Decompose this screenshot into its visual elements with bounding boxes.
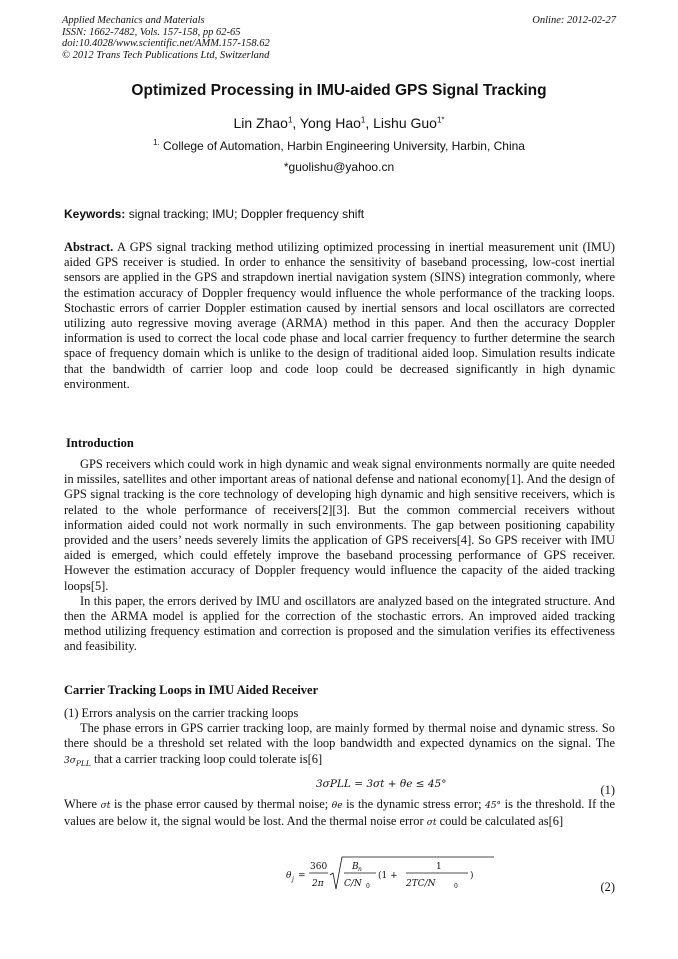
svg-text:0: 0 xyxy=(366,883,370,890)
svg-text:C/N: C/N xyxy=(344,879,362,889)
section-heading-introduction: Introduction xyxy=(66,436,134,450)
equation-number: (1) xyxy=(600,783,615,797)
paragraph-text: is the phase error caused by thermal noise; xyxy=(113,797,329,811)
online-date: Online: 2012-02-27 xyxy=(532,15,616,26)
introduction-body xyxy=(64,457,615,655)
inline-math: σt xyxy=(100,801,111,811)
svg-text:): ) xyxy=(470,871,474,881)
section-heading-carrier: Carrier Tracking Loops in IMU Aided Receiver xyxy=(64,683,319,697)
equation-number: (2) xyxy=(600,880,615,894)
where-paragraph xyxy=(64,797,615,831)
paragraph-text: Where xyxy=(64,797,98,811)
paragraph-text: that a carrier tracking loop could tolerate is[6] xyxy=(94,751,323,766)
paragraph-text: The phase errors in GPS carrier tracking loop, are mainly formed by thermal noise and dynamic stress. So there should be a threshold set related with the loop bandwidth and expected dynamics on the signal. The xyxy=(64,721,615,751)
carrier-body xyxy=(64,706,615,771)
abstract-label: Abstract. xyxy=(64,240,114,254)
journal-doi: doi:10.4028/www.scientific.net/AMM.157-158.62 xyxy=(62,38,270,49)
math-text: 3σ xyxy=(64,755,76,766)
paragraph xyxy=(64,721,615,770)
paragraph-text: is the dynamic stress error; xyxy=(346,797,482,811)
keywords-label: Keywords: xyxy=(64,207,126,221)
equation-1 xyxy=(64,778,615,796)
paragraph: GPS receivers which could work in high dynamic and weak signal environments normally are quite needed in missiles, satellites and other important areas of national defense and national economy[1]. And the design of GPS signal tracking is the core technology of developing high dynamic and high sensitive receivers, which is related to the whole performance of receivers[2][3]. But the common commercial receivers without information aided could not work normally in such environments. The gap between positioning capability provided and the users’ needs severely limits the application of GPS receivers[4]. So GPS receiver with IMU aided is emerged, which could effetely improve the baseband processing performance of GPS receiver. However the estimation accuracy of Doppler frequency would influence the capacity of the aided tracking loops[5]. xyxy=(64,457,615,593)
subsection-heading: (1) Errors analysis on the carrier tracking loops xyxy=(64,706,299,720)
paragraph: In this paper, the errors derived by IMU and oscillators are analyzed based on the integrated structure. And then the ARMA model is applied for the correction of the stochastic errors. An improved aided tracking method utilizing frequency estimation and correction is proposed and the simulation verifies its effectiveness and feasibility. xyxy=(64,593,615,654)
affiliation xyxy=(0,138,678,153)
author-name: Lishu Guo xyxy=(373,115,437,131)
keywords xyxy=(64,207,616,221)
paragraph-text: is the threshold. If the values are below it, the signal would be lost. And the thermal noise error xyxy=(64,797,615,829)
inline-math: θe xyxy=(331,801,343,811)
author-name: Yong Hao xyxy=(299,115,361,131)
svg-text:0: 0 xyxy=(454,883,458,890)
journal-header xyxy=(62,15,270,61)
svg-text:2π: 2π xyxy=(312,879,324,889)
author-sup: 1* xyxy=(436,115,445,125)
inline-math xyxy=(64,756,91,766)
author-sup: 1 xyxy=(360,115,366,125)
contact-email: *guolishu@yahoo.cn xyxy=(283,160,395,174)
paper-title: Optimized Processing in IMU-aided GPS Signal Tracking xyxy=(131,82,547,99)
author-list: Lin Zhao$^1$, Yong Hao$^1$, Lishu Guo$^{1*}$ xyxy=(233,115,445,131)
abstract-text: A GPS signal tracking method utilizing optimized processing in inertial measurement unit (IMU) aided GPS receiver is studied. In order to enhance the sensitivity of baseband processing, low-cost inertial sensors are applied in the GPS and strapdown inertial navigation system (SINS) integration commonly, where the estimation accuracy of Doppler frequency would influence the whole performance of the tracking loops. Stochastic errors of carrier Doppler estimation caused by inertial sensors and local oscillators are corrected utilizing auto regressive moving average (ARMA) method in this paper. And then the accuracy Doppler information is used to correct the local code phase and local carrier frequency to further determine the search space of frequency domain which is unlike to the design of traditional aided loop. Simulation results indicate that the bandwidth of carrier loop and code loop could be decreased significantly in high dynamic environment. xyxy=(64,240,615,391)
author-sup: 1 xyxy=(287,115,293,125)
affiliation-text: College of Automation, Harbin Engineering University, Harbin, China xyxy=(163,139,525,153)
svg-text:2TC/N: 2TC/N xyxy=(406,879,436,889)
abstract xyxy=(64,240,615,392)
svg-text:θ: θ xyxy=(286,871,292,881)
svg-text:j: j xyxy=(292,876,294,883)
svg-text:360: 360 xyxy=(310,862,328,872)
math-sub: PLL xyxy=(75,758,91,768)
inline-math: σt xyxy=(426,818,437,829)
equation-formula-graphic xyxy=(286,855,496,893)
journal-name: Applied Mechanics and Materials xyxy=(62,15,205,26)
author-name: Lin Zhao xyxy=(233,115,288,131)
paragraph-text: could be calculated as[6] xyxy=(439,814,564,829)
affiliation-sup: 1. xyxy=(153,138,160,147)
equation-2 xyxy=(64,855,615,895)
svg-text:(1 +: (1 + xyxy=(378,871,398,881)
inline-math: 45° xyxy=(485,801,502,811)
keywords-text: signal tracking; IMU; Doppler frequency shift xyxy=(128,207,365,221)
svg-text:=: = xyxy=(298,871,306,881)
svg-text:1: 1 xyxy=(436,862,442,872)
svg-text:B: B xyxy=(352,862,359,872)
journal-issn: ISSN: 1662-7482, Vols. 157-158, pp 62-65 xyxy=(62,26,241,38)
equation-formula: 3σPLL = 3σt + θe ≤ 45° xyxy=(316,778,447,790)
svg-text:n: n xyxy=(358,866,362,873)
journal-copyright: © 2012 Trans Tech Publications Ltd, Switzerland xyxy=(62,49,270,61)
